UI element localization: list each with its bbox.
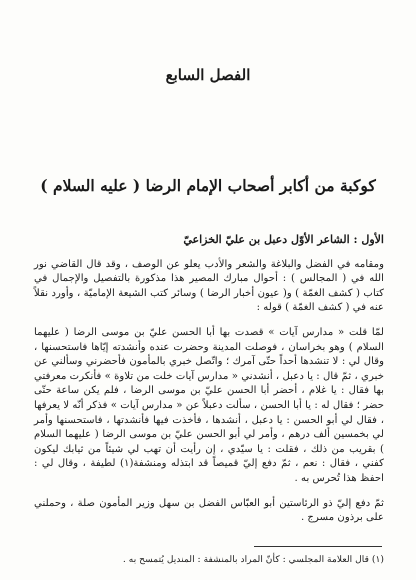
- chapter-title: كوكبة من أكابر أصحاب الإمام الرضا ( عليه السلام ): [40, 176, 376, 195]
- footnote: (١) قال العلامة المجلسي : كأنّ المراد بالمنشفة : المنديل يُتمسح به .: [122, 554, 384, 565]
- body-text: [34, 233, 384, 526]
- section-subheading: الأول : الشاعر الأوّل دعبل بن عليّ الخزاعيّ: [183, 233, 384, 246]
- footnote-divider: [254, 546, 382, 547]
- paragraph: ومقامه في الفضل والبلاغة والشعر والأدب يعلو عن الوصف ، وقد قال القاضي نور الله في ( المجالس ) : أحوال مبارك المصير هذا مذكورة بالتفصيل والإجمال في كتاب ( كشف الغمّة ) و( عيون أخبار الرضا ) وسائر كتب الشيعة الإماميّة ، وأورد نقلاً عنه في ( كشف الغمّة ) قوله :: [34, 258, 384, 314]
- chapter-heading: الفصل السابع: [165, 66, 251, 84]
- paragraph: ثمّ دفع إليّ ذو الرئاستين أبو العبّاس الفضل بن سهل وزير المأمون صلة ، وحملني على برذون مسرج .: [34, 497, 384, 524]
- paragraph: لمّا قلت « مدارس آيات » قصدت بها أبا الحسن عليّ بن موسى الرضا ( عليهما السلام ) وهو بخراسان ، فوصلت المدينة وحضرت عنده وأنشدته إيّاها فاستحسنها ، وقال لي : لا تنشدها أحداً حتّى آمرك ؛ واتّصل خبري بالمأمون فأحضرني وسألني عن خبري ، ثمّ قال : يا دعبل ، أنشدني « مدارس آيات خلت من تلاوة » فأنكرت معرفتي بها فقال : يا غلام ، أحضر أبا الحسن عليّ بن موسى الرضا ، فلم يكن ساعة حتّى حضر ؛ فقال له : يا أبا الحسن ، سألت دعبلاً عن « مدارس آيات » فذكر أنّه لا يعرفها ، فقال لي أبو الحسن : يا دعبل ، أنشدها ، فأخذت فيها فأنشدتها ، فاستحسنها وأمر لي بخمسين ألف درهم ، وأمر لي أبو الحسن عليّ بن موسى الرضا ( عليهما السلام ) بقريب من ذلك ، فقلت : يا سيّدي ، إن رأيت أن تهب لي شيئاً من ثيابك ليكون كفني ، فقال : نعم ، ثمّ دفع إليّ قميصاً قد ابتذله ومنشفة(١) لطيفة ، وقال لي : احفظ هذا تُحرس به .: [34, 326, 385, 484]
